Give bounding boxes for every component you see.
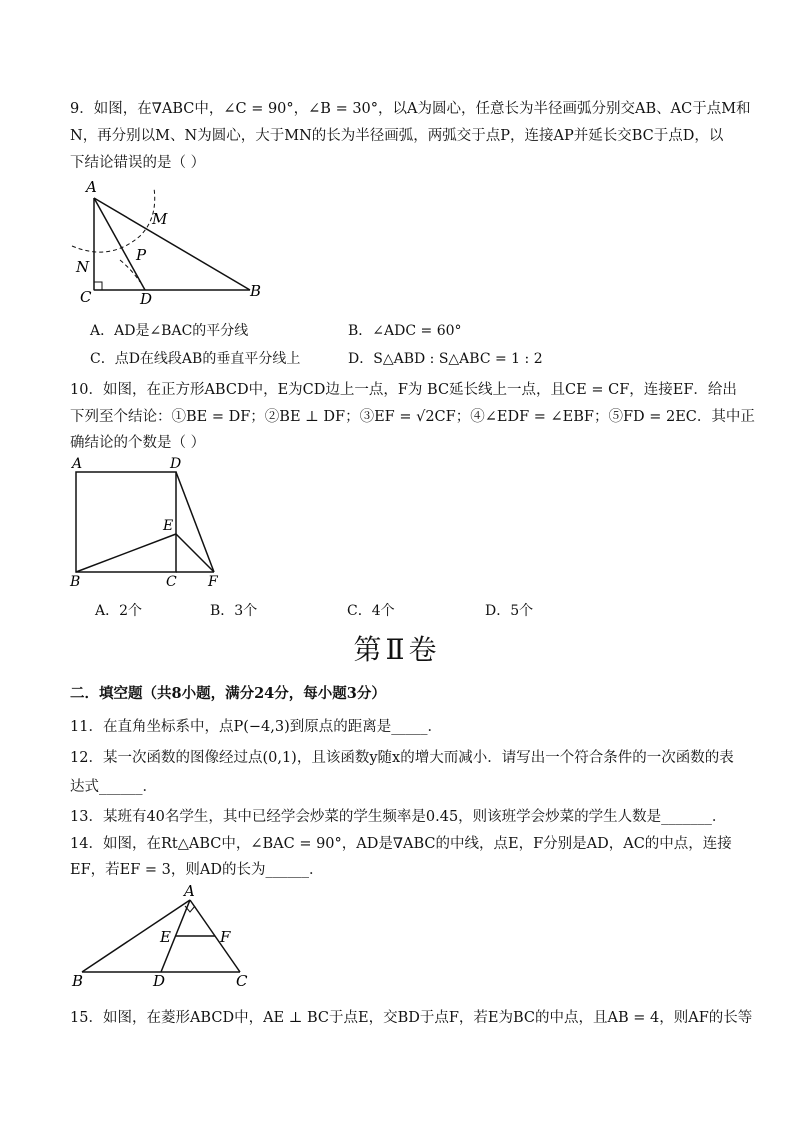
q9-right-angle-mark [94,282,102,290]
q14-label-d: D [153,972,166,990]
q14-label-e: E [160,928,171,946]
q10-label-d: D [170,456,182,472]
q10-label-c: C [166,574,177,590]
q13-line: 13．某班有40名学生，其中已经学会炒菜的学生频率是0.45，则该班学会炒菜的学生人数是_______． [70,809,727,825]
q10-option-c: C．4个 [347,603,395,619]
q9-label-a: A [86,178,97,196]
section-title: 第Ⅱ卷 [353,633,441,666]
q11-line: 11．在直角坐标系中，点P(−4,3)到原点的距离是_____． [70,719,442,735]
q12-line-2: 达式______． [70,779,157,795]
q14-label-a: A [184,882,195,900]
q9-figure [70,178,270,308]
q9-label-b: B [250,282,262,300]
q10-option-b: B．3个 [210,603,258,619]
q10-line-3: 确结论的个数是（ ） [70,435,206,451]
q15-line: 15．如图，在菱形ABCD中，AE ⊥ BC于点E，交BD于点F，若E为BC的中点，且AB = 4，则AF的长等 [70,1010,753,1026]
q10-option-a: A．2个 [95,603,143,619]
q10-line-2: 下列至个结论：①BE = DF；②BE ⊥ DF；③EF = √2CF；④∠EDF = ∠EBF；⑤FD = 2EC．其中正 [70,409,755,425]
q9-option-b: B．∠ADC = 60° [348,323,462,339]
q14-segment-ab [82,900,190,972]
q9-segment-ad [94,198,145,290]
q10-label-f: F [208,574,218,590]
q9-label-m: M [152,210,168,228]
q14-label-c: C [236,972,248,990]
part2-heading: 二．填空题（共8小题，满分24分，每小题3分） [70,685,386,702]
q10-segment-ef [176,534,214,572]
q14-label-b: B [72,972,84,990]
q9-option-d: D．S△ABD : S△ABC = 1 : 2 [348,351,543,367]
q10-segment-df [176,472,214,572]
q10-option-d: D．5个 [485,603,534,619]
q14-label-f: F [220,928,231,946]
q10-label-e: E [163,518,174,534]
q9-segment-ab [94,198,250,290]
q9-option-c: C．点D在线段AB的垂直平分线上 [90,351,301,367]
q10-figure [68,456,238,596]
q10-line-1: 10．如图，在正方形ABCD中，E为CD边上一点，F为 BC延长线上一点，且CE = CF，连接EF．给出 [70,382,737,398]
q14-line-2: EF，若EF = 3，则AD的长为______． [70,862,324,878]
q9-label-n: N [76,258,90,276]
q10-label-b: B [70,574,81,590]
q14-line-1: 14．如图，在Rt△ABC中，∠BAC = 90°，AD是∇ABC的中线，点E，F分别是AD，AC的中点，连接 [70,836,732,852]
q9-label-p: P [136,246,147,264]
q9-label-d: D [140,290,153,308]
q10-square-abcd [76,472,176,572]
q9-label-c: C [80,288,92,306]
q9-line-3: 下结论错误的是（ ） [70,155,206,171]
q10-segment-be [76,534,176,572]
q12-line-1: 12．某一次函数的图像经过点(0,1)，且该函数y随x的增大而减小．请写出一个符合条件的一次函数的表 [70,750,734,766]
q9-option-a: A．AD是∠BAC的平分线 [90,323,249,339]
q9-arc-mn [72,188,155,252]
q10-label-a: A [72,456,83,472]
q9-line-2: N，再分别以M、N为圆心，大于MN的长为半径画弧，两弧交于点P，连接AP并延长交BC于点D，以 [70,128,724,144]
q9-line-1: 9．如图，在∇ABC中，∠C = 90°，∠B = 30°，以A为圆心，任意长为半径画弧分别交AB、AC于点M和 [70,101,751,117]
q14-figure [68,882,268,992]
